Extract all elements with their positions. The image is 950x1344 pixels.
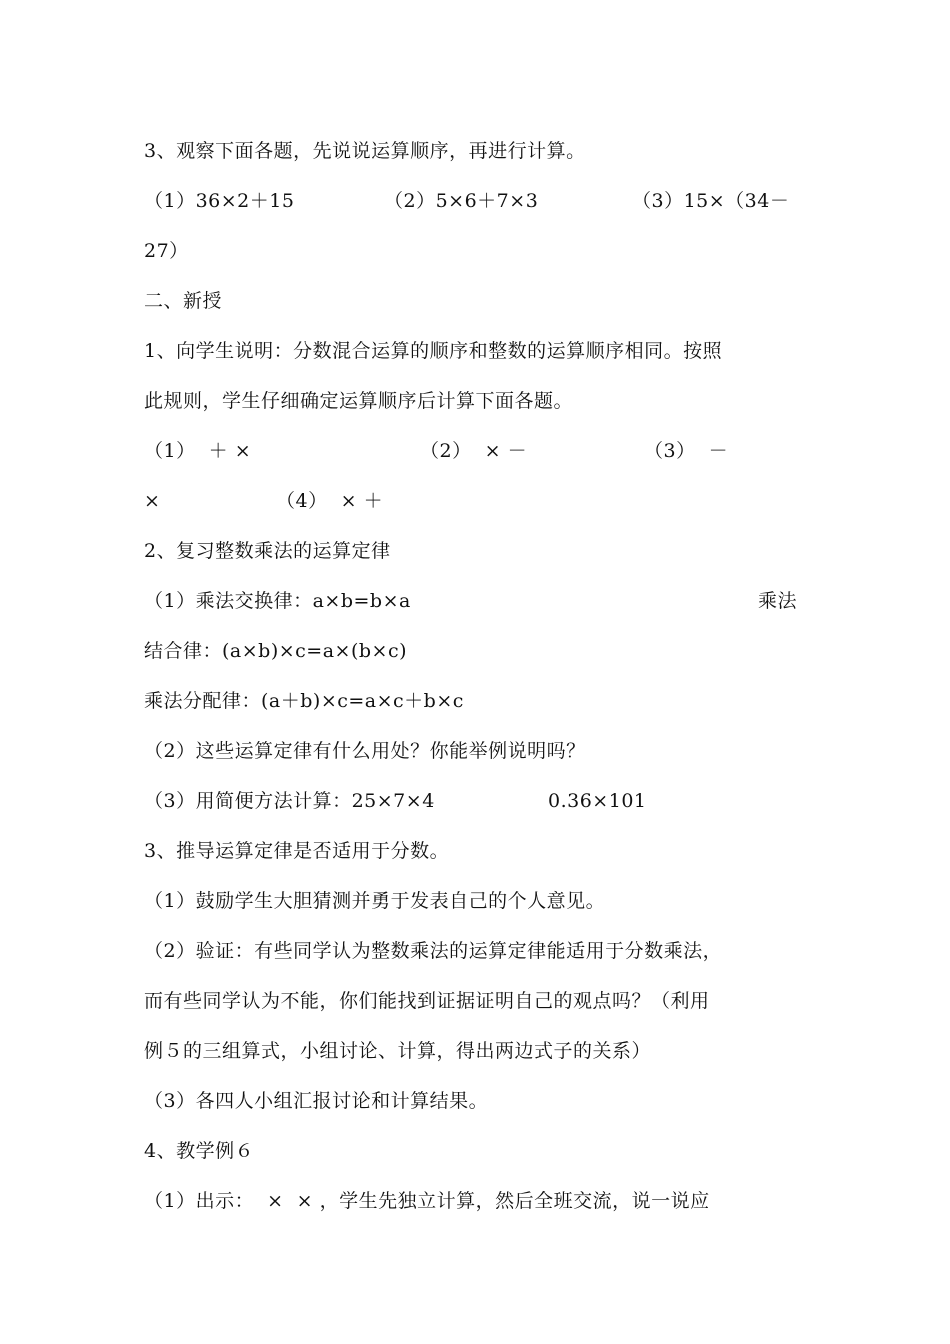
exercise-row-fraction	[144, 436, 806, 466]
simplified-calc-2: 0.36×101	[548, 790, 647, 812]
section-heading-new-lesson: 二、新授	[144, 290, 223, 312]
fraction-exercise-3: （3） －	[644, 440, 729, 462]
paragraph-law-usage: （2）这些运算定律有什么用处？你能举例说明吗？	[144, 740, 586, 762]
exercise-item-3: （3）15×（34－	[632, 190, 790, 212]
fraction-exercise-3-continued: ×	[144, 490, 161, 512]
paragraph-explain-order: 1、向学生说明：分数混合运算的顺序和整数的运算顺序相同。按照	[144, 340, 723, 362]
paragraph-explain-order-continued: 此规则，学生仔细确定运算顺序后计算下面各题。	[144, 390, 574, 412]
law-row-commutative	[144, 586, 806, 616]
fraction-exercise-2: （2） × －	[420, 440, 528, 462]
exercise-row-integer	[144, 186, 806, 216]
paragraph-verify: （2）验证：有些同学认为整数乘法的运算定律能适用于分数乘法，	[144, 940, 723, 962]
paragraph-observe-order: 3、观察下面各题，先说说运算顺序，再进行计算。	[144, 140, 586, 162]
paragraph-show-example: （1）出示： × × ，学生先独立计算，然后全班交流，说一说应	[144, 1190, 710, 1212]
paragraph-encourage-guess: （1）鼓励学生大胆猜测并勇于发表自己的个人意见。	[144, 890, 606, 912]
paragraph-group-report: （3）各四人小组汇报讨论和计算结果。	[144, 1090, 489, 1112]
exercise-item-3-continued: 27）	[144, 240, 189, 262]
distributive-law: 乘法分配律：(a＋b)×c=a×c＋b×c	[144, 690, 464, 712]
commutative-law: （1）乘法交换律：a×b=b×a	[144, 590, 411, 612]
paragraph-verify-example: 例５的三组算式，小组讨论、计算，得出两边式子的关系）	[144, 1040, 652, 1062]
associative-law: 结合律：(a×b)×c=a×(b×c)	[144, 640, 408, 662]
paragraph-derive-laws: 3、推导运算定律是否适用于分数。	[144, 840, 450, 862]
exercise-item-2: （2）5×6＋7×3	[384, 190, 539, 212]
simplified-calc-1: （3）用简便方法计算：25×7×4	[144, 790, 435, 812]
paragraph-review-laws: 2、复习整数乘法的运算定律	[144, 540, 391, 562]
calc-row-simplified	[144, 786, 806, 816]
associative-law-label: 乘法	[758, 590, 798, 612]
exercise-item-1: （1）36×2＋15	[144, 190, 295, 212]
paragraph-verify-continued: 而有些同学认为不能，你们能找到证据证明自己的观点吗？（利用	[144, 990, 710, 1012]
paragraph-teach-example-6: 4、教学例６	[144, 1140, 255, 1162]
fraction-exercise-4: （4） × ＋	[276, 490, 384, 512]
exercise-row-fraction-continued	[144, 486, 806, 516]
fraction-exercise-1: （1） ＋ ×	[144, 440, 252, 462]
